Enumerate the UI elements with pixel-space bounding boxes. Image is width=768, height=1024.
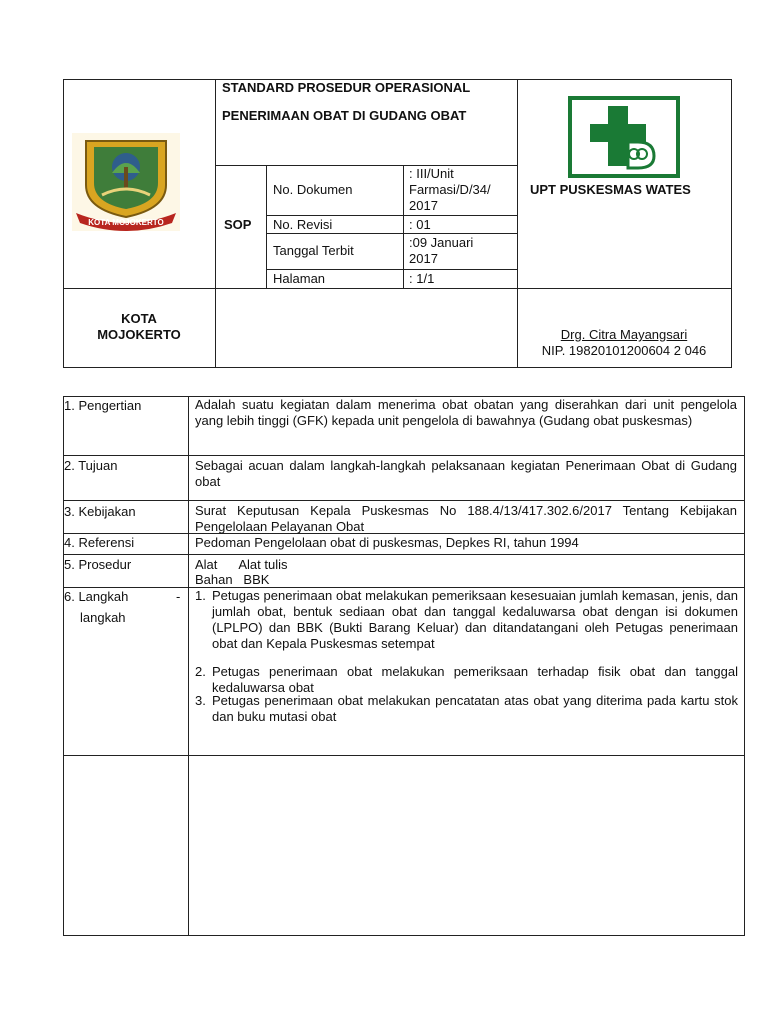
referensi-text: Pedoman Pengelolaan obat di puskesmas, Depkes RI, tahun 1994 — [195, 535, 579, 550]
kebijakan-text: Surat Keputusan Kepala Puskesmas No 188.4/13/417.302.6/2017 Tentang Kebijakan Pengelolaan Pelayanan Obat — [195, 503, 737, 534]
puskesmas-logo — [568, 96, 680, 178]
page-label: Halaman — [273, 271, 326, 286]
step-number: 3. — [195, 693, 206, 708]
city-seal-logo — [72, 133, 180, 231]
step-number: 1. — [195, 588, 206, 603]
prosedur-label: 5. Prosedur — [64, 557, 132, 572]
seal-lettering: KOTA MOJOKERTO — [88, 218, 164, 227]
prosedur-line2: Bahan BBK — [195, 572, 270, 587]
pengertian-label: 1. Pengertian — [64, 398, 142, 413]
kebijakan-label: 3. Kebijakan — [64, 504, 136, 519]
tujuan-label: 2. Tujuan — [64, 458, 118, 473]
doc-number-label: No. Dokumen — [273, 182, 353, 197]
prosedur-line1: Alat Alat tulis — [195, 557, 288, 572]
city-name-line1: KOTA — [121, 311, 157, 326]
issue-date-label: Tanggal Terbit — [273, 243, 354, 258]
signer-name: Drg. Citra Mayangsari — [560, 327, 688, 342]
sop-label: SOP — [224, 217, 252, 232]
page-value: : 1/1 — [409, 271, 435, 286]
doc-number-value-line2: Farmasi/D/34/ — [409, 182, 491, 197]
doc-number-value-line1: : III/Unit — [409, 166, 454, 181]
doc-number-value-line3: 2017 — [409, 198, 438, 213]
step-3 — [195, 693, 738, 725]
step-1 — [195, 588, 738, 652]
revision-label: No. Revisi — [273, 217, 333, 232]
step-2 — [195, 664, 738, 696]
tujuan-text: Sebagai acuan dalam langkah-langkah pelaksanaan kegiatan Penerimaan Obat di Gudang obat — [195, 458, 737, 489]
referensi-label: 4. Referensi — [64, 535, 135, 550]
langkah-label-line1: 6. Langkah — [64, 589, 129, 604]
city-name-line2: MOJOKERTO — [97, 327, 181, 342]
langkah-label-line2: langkah — [80, 610, 126, 625]
step-number: 2. — [195, 664, 206, 679]
sop-title-line2: PENERIMAAN OBAT DI GUDANG OBAT — [222, 108, 467, 123]
issue-date-value-line1: :09 Januari — [409, 235, 474, 250]
sop-title-line1: STANDARD PROSEDUR OPERASIONAL — [222, 80, 471, 95]
issue-date-value-line2: 2017 — [409, 251, 438, 266]
revision-value: : 01 — [409, 217, 431, 232]
step-text: Petugas penerimaan obat melakukan pemeriksaan kesesuaian jumlah kemasan, jenis, dan jumlah obat, bentuk sediaan obat dan tanggal kedaluwarsa obat dengan isi dokumen (LPLPO) dan BBK (Bukti Barang Keluar) dan ditandatangani oleh Petugas penerimaan obat dan Kepala Puskesmas setempat — [212, 588, 738, 651]
pengertian-text: Adalah suatu kegiatan dalam menerima obat obatan yang diserahkan dari unit pengelola yang lebih tinggi (GFK) kepada unit pengelola di bawahnya (Gudang obat puskesmas) — [195, 397, 737, 428]
step-text: Petugas penerimaan obat melakukan pencatatan atas obat yang diterima pada kartu stok dan buku mutasi obat — [212, 693, 738, 724]
organization-name: UPT PUSKESMAS WATES — [530, 182, 691, 197]
langkah-label-dash: - — [176, 589, 181, 604]
signer-nip: NIP. 19820101200604 2 046 — [541, 343, 707, 358]
step-text: Petugas penerimaan obat melakukan pemeriksaan terhadap fisik obat dan tanggal kedaluwarsa obat — [212, 664, 738, 695]
